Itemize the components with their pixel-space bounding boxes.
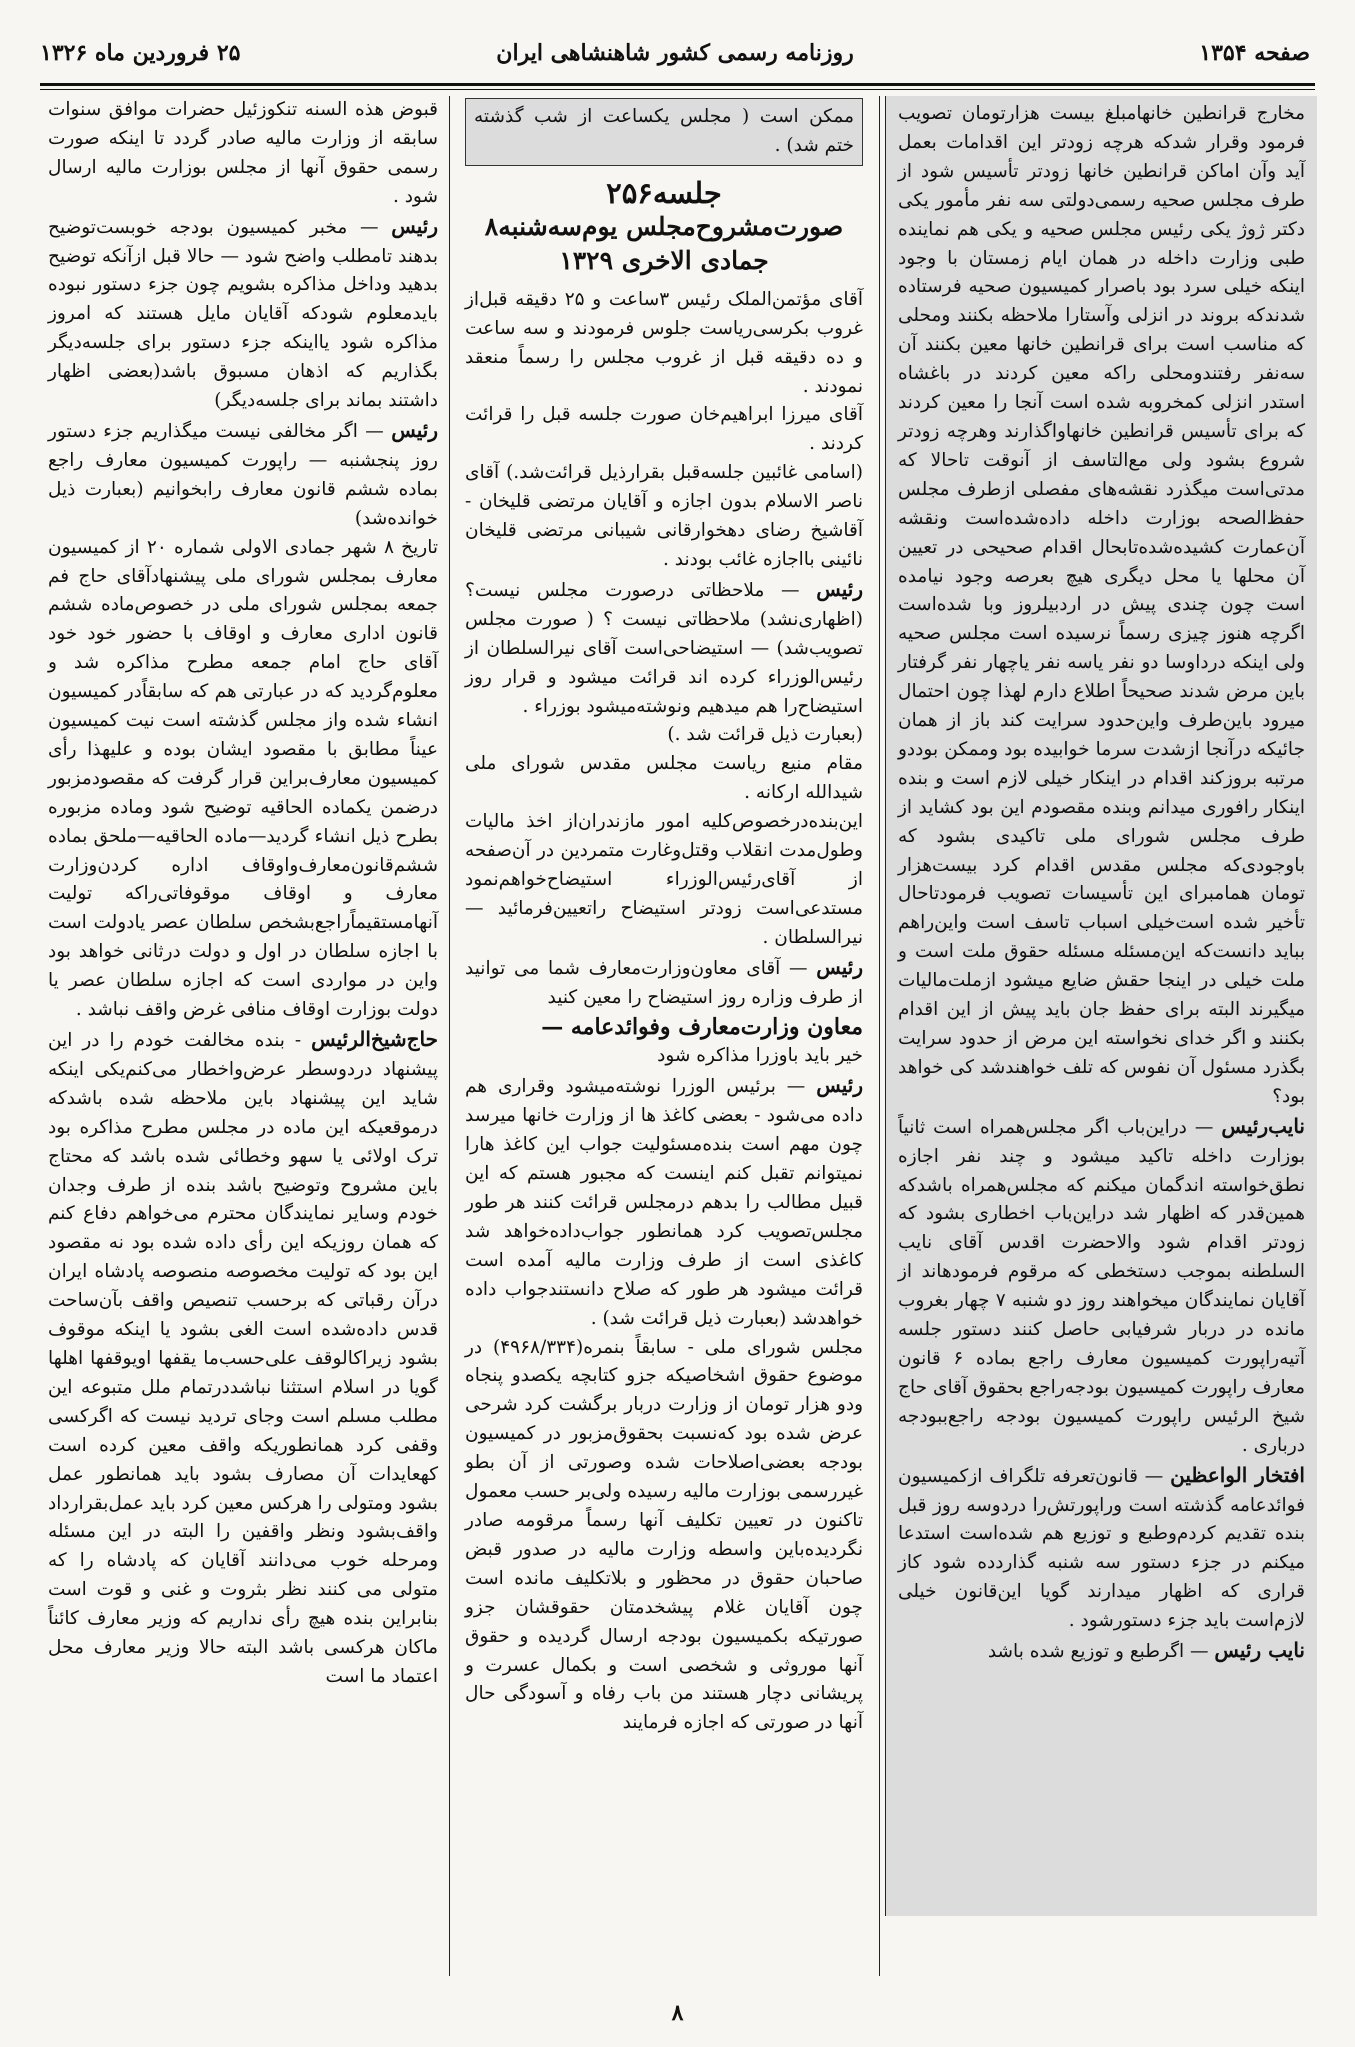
middle-paragraph: (اسامی غائبین جلسه‌قبل بقرارذیل قرائت‌شد.) آقای ناصر الاسلام بدون اجازه و آقایان مرتضی قلیخان - آقاشیخ رضای دهخوارقانی شیبانی مرتضی قلیخان نائینی بااجازه غائب بودند .	[465, 462, 863, 570]
page-header	[40, 30, 1310, 74]
middle-paragraph	[465, 575, 863, 722]
right-paragraph	[898, 1461, 1305, 1636]
left-paragraph	[48, 1025, 438, 1692]
speech-text: — دراین‌باب اگر مجلس‌همراه است ثانیاً بوزارت داخله تاکید میشود و چند نفر اجازه نطق‌خواسته اندگمان میکنم که مجلس‌همراه باشدکه همین‌قدر که اظهار شد دراین‌باب اخطاری بشود که زودتر اقدام شود والاحضرت اقدس آقای نایب السلطنه بموجب دستخطی که مرقوم فرمودهاند از آقایان نمایندگان میخواهند روز دو شنبه ۷ چهار بغروب مانده در دربار شرفیابی حاصل کنند دستور جلسه آتیه‌راپورت کمیسیون معارف راجع بماده ۶ قانون معارف راپورت کمیسیون بودجه‌راجع بحقوق آقای حاج شیخ الرئیس راپورت کمیسیون بودجه راجع‌ببودجه درباری .	[898, 1116, 1305, 1456]
middle-paragraph: مجلس شورای ملی - سابقاً بنمره(۴۹۶۸/۳۳۴) در موضوع حقوق اشخاصیکه جزو کتابچه یکصدو پنجاه ودو هزار تومان از وزارت دربار برگشت کرد شرحی عرض شده بود که‌نسبت بحقوق‌مزبور در کمیسیون بودجه بعضی‌اصلاحات شده وصورتی از آن بطو غیررسمی بوزارت مالیه رسیده ولی‌بر حسب معمول تاکنون در تعیین تکلیف آنها رسماً مرقومه صادر نگردیده‌باین واسطه وزارت مالیه در صدور قبض صاحبان حقوق در محظور و بلاتکلیف مانده است چون آقایان غلام پیشخدمتان حقوقشان جزو صورتیکه بکمیسیون بودجه ارسال گردیده و حقوق آنها موروثی و شخصی است و بکمال عسرت و پریشانی دچار هستند من باب رفاه و آسودگی حال آنها در صورتی که اجازه فرمایند	[465, 1336, 863, 1734]
left-column	[42, 96, 444, 1986]
middle-paragraph	[465, 953, 863, 1013]
middle-paragraph: (بعبارت ذیل قرائت شد .)	[667, 724, 863, 746]
speaker-name: نایب رئیس	[1214, 1638, 1305, 1663]
header-rule-thick	[40, 83, 1315, 86]
speaker-name: حاج‌شیخ‌الرئیس	[311, 1027, 438, 1051]
session-number: جلسه۲۵۶	[606, 175, 722, 210]
speech-text: - بنده مخالفت خودم را در این پیشنهاد دردوسطر عرض‌واخطار می‌کنم‌یکی اینکه شاید این پیشنهاد باین ملاحظه شده باشدکه درموقعیکه این ماده در مجلس مطرح مذاکره بود ترک اولائی یا سهو وخطائی شده باشد که محتاج باین مشروح وتوضیح باشد بنده از طرف وجدان خودم وسایر نمایندگان محترم می‌خواهم دفاع کنم که همان روزیکه این رأی داده شده بود نه مقصود این بود که تولیت مخصوصه منصوصه پادشاه ایران درآن رقباتی که برحسب تنصیص واقف بآن‌ساحت قدس داده‌شده است الغی بشود یا اینکه موقوف بشود زیراکالوقف علی‌حسب‌ما یقفها اویوقفها اهلها گویا در اسلام استثنا نباشد‌درتمام ملل متبوعه این مطلب مسلم است وجای تردید نیست که اگرکسی وقفی کرد همانطوریکه واقف معین کرده است کهعایدات آن مصارف بشود باید همانطور عمل بشود ومتولی را هرکس معین کرد باید عمل‌بقرارداد واقف‌بشود ونظر واقفین را البته در این مسئله ومرحله خوب می‌دانند آقایان که پادشاه را که متولی می کنند نظر بثروت و غنی و قوت است بنابراین بنده هیچ رأی نداریم که وزیر معارف کائناً ماکان هرکسی باشد البته حالا وزیر معارف محل اعتماد ما است	[48, 1030, 438, 1687]
right-paragraph: مخارج قرانطین خانهامبلغ بیست هزارتومان تصویب فرمود وقرار شدکه هرچه زودتر این اقدامات بعمل آید وآن اماکن قرانطین خانها زودتر تأسیس شود از طرف مجلس صحیه رسمی‌دولتی سه نفر مأمور یکی دکتر ژوژ یکی رئیس مجلس صحیه و یکی هم نماینده طبی وزارت داخله در همان ایام زمستان با وجود اینکه خیلی سرد بود باصرار کمیسیون صحیه فرستاده شدندکه بروند در انزلی وآستارا ملاحظه بکنند ومحلی که مناسب است برای قرانطین خانها معین بکنند آن سه‌نفر رفتندومحلی راکه معین کردند در باغشاه استدر انزلی کمخروبه شده است آنجا را معین کردند که برای تأسیس قرانطین خانهاواگذارند وهرچه زودتر شروع بشود ولی مع‌التاسف از آنوقت تاحالا که مدتی‌است میگذرد نقشه‌های مفصلی ازطرف مجلس حفظ‌الصحه بوزارت داخله داده‌شده‌است ونقشه آن‌عمارت کشیده‌شده‌تابحال اقدام صحیحی در تعیین آن محلها یا محل دیگری هیچ بعرصه وجود نیامده است چون چندی پیش در اردبیلروز وبا شده‌است اگرچه هنوز چیزی رسماً نرسیده است مجلس صحیه ولی اینکه درداوسا دو نفر یاسه نفر یاچهار نفر گرفتار باین مرض شدند صحیحاً اطلاع دارم لهذا چون احتمال میرود باین‌طرف واین‌حدود سرایت کند باز از همان جائیکه درآنجا ازشدت سرما خوابیده بود وممکن بوددو مرتبه بروزکند اقدام در اینکار خیلی لازم است و بنده اینکار رافوری میدانم وبنده مقصودم این بود کشاید از طرف مجلس شورای ملی تاکیدی بشود که باوجودی‌که مجلس مقدس اقدام کرد بیست‌هزار تومان همامبرای این تأسیسات تصویب فرمودتاحال تأخیر شده است‌خیلی اسباب تاسف است واین‌راهم بباید دانست‌که این‌مسئله مسئله حقوق ملت است و ملت خیلی در اینجا حقش ضایع میشود ازملت‌مالیات میگیرند البته برای حفظ جان باید پیش از این اقدام بکنند و اگر خدای نخواسته این مرض از حدود سرایت بگذرد مسئول آن نفوس که تلف خواهندشد کی خواهد بود؟	[898, 103, 1305, 1107]
speech-text: — آقای معاون‌وزارت‌معارف شما می توانید از طرف وزاره روز استیضاح را معین کنید	[465, 957, 863, 1008]
speech-text: — اگرطبع و توزیع شده باشد	[987, 1641, 1215, 1663]
speaker-name: رئیس	[391, 213, 438, 238]
speaker-name: رئیس	[816, 1073, 863, 1098]
speech-text: — قانون‌تعرفه تلگراف ازکمیسیون فوائدعامه گذشته است وراپورتش‌را دردوسه روز قبل بنده تقدیم کردم‌وطبع و توزیع هم شده‌است استدعا میکنم در جزء دستور سه شنبه گذاردده شود کاز قراری که اظهار میدارند گویا این‌قانون خیلی لازم‌است باید جزء دستورشود .	[898, 1465, 1305, 1632]
left-paragraph	[48, 416, 438, 534]
speech-text: — برئیس الوزرا نوشته‌میشود وقراری هم داده می‌شود - بعضی کاغذ ها از وزارت خانها میرسد چون مهم است بنده‌مسئولیت جواب این کاغذ هارا نمیتوانم تقبل کنم اینست که مجبور هستم که این قبیل مطالب را بدهم درمجلس قرائت کنند هر طور مجلس‌تصویب کرد همانطور جواب‌داده‌خواهد شد کاغذی است از طرف وزارت مالیه آمده است قرائت میشود هر طور که صلاح دانستندجواب داده خواهدشد (بعبارت ذیل قرائت شد) .	[465, 1076, 863, 1329]
column-divider-right	[879, 96, 880, 1976]
left-paragraph: قبوض هذه السنه تنکوزئیل حضرات موافق سنوات سابقه از وزارت مالیه صادر گردد تا اینکه صورت رسمی حقوق آنها از مجلس بوزارت مالیه ارسال شود .	[48, 99, 438, 207]
page-number: ۸	[671, 2000, 684, 2026]
session-end-box: ممکن است ( مجلس یکساعت از شب گذشته ختم شد) .	[465, 98, 863, 166]
speaker-name: نایب‌رئیس	[1221, 1113, 1305, 1138]
page-label: صفحه ۱۳۵۴	[1199, 40, 1310, 66]
speaker-name: رئیس	[816, 954, 863, 979]
middle-paragraph: این‌بنده‌درخصوص‌کلیه امور مازندران‌از اخذ مالیات وطول‌مدت انقلاب وقتل‌وغارت متمردین در آن‌صفحه از آقای‌رئیس‌الوزراء استیضاح‌خواهم‌نمود مستدعی‌است زودتر استیضاح راتعیین‌فرمائید — نیرالسلطان .	[465, 811, 863, 948]
session-heading: صورت‌مشروح‌مجلس یوم‌سه‌شنبه۸	[484, 211, 844, 241]
left-paragraph	[48, 212, 438, 416]
speech-text: — مخبر کمیسیون بودجه خوبست‌توضیح بدهند تامطلب واضح شود — حالا قبل ازآنکه توضیح بدهید وداخل مذاکره بشویم چون جزء دستور نبوده باید‌معلوم شودکه آقایان مایل هستند که امروز مذاکره شود یااینکه جزء دستور برای جلسه‌دیگر بگذاریم که اذهان مسبوق باشد(بعضی اظهار داشتند بماند برای جلسه‌دیگر)	[48, 216, 438, 412]
middle-paragraph: مقام منیع ریاست مجلس مقدس شورای ملی شیدالله ارکانه .	[465, 753, 863, 804]
middle-column	[455, 96, 873, 1986]
middle-paragraph: آقای مؤتمن‌الملک رئیس ۳ساعت و ۲۵ دقیقه قبل‌از غروب بکرسی‌ریاست جلوس فرمودند و سه ساعت و ده دقیقه قبل از غروب مجلس را رسماً منعقد نمودند .	[465, 288, 863, 397]
right-paragraph	[898, 1112, 1305, 1461]
speaker-name: رئیس	[391, 417, 438, 442]
header-rule-thin	[40, 89, 1315, 90]
middle-paragraph: خیر باید باوزرا مذاکره شود	[657, 1045, 863, 1067]
right-paragraph	[898, 1636, 1305, 1667]
left-paragraph: تاریخ ۸ شهر جمادی الاولی شماره ۲۰ از کمیسیون معارف بمجلس شورای ملی پیشنهادآقای حاج فم جمعه بمجلس شورای ملی در خصوص‌ماده ششم قانون اداری معارف و اوقاف با حضور خود خود آقای حاج امام جمعه مطرح مذاکره شد و معلوم‌گردید که در عبارتی هم که سابقاًدر کمیسیون انشاء شده واز مجلس گذشته است نیت کمیسیون عیناً مطابق با مقصود ایشان بوده و علیهذا رأی کمیسیون معارف‌براین قرار گرفت که مقصودمزبور درضمن یکماده الحاقیه توضیح شود وماده مزبوره بطرح ذیل انشاء گردید—ماده الحاقیه—ملحق بماده ششم‌قانون‌معارف‌واوقاف اداره کردن‌وزارت معارف و اوقاف موقوفاتی‌راکه تولیت آنهامستقیماًراجع‌بشخص سلطان عصر یادولت است با اجازه سلطان در اول و دولت درثانی خواهد بود واین در مواردی است که اجازه سلطان عصر یا دولت بوزارت اوقاف منافی غرض واقف نباشد .	[48, 536, 438, 1021]
newspaper-title: روزنامه رسمی کشور شاهنشاهی ایران	[496, 40, 854, 66]
speaker-name: رئیس	[816, 576, 863, 601]
middle-paragraph	[465, 1071, 863, 1333]
column-divider-left	[449, 96, 450, 1976]
speaker-heading: معاون وزارت‌معارف وفوائدعامه —	[541, 1014, 863, 1041]
issue-date: ۲۵ فروردین ماه ۱۳۲۶	[40, 40, 241, 66]
middle-paragraph: آقای میرزا ابراهیم‌خان صورت جلسه قبل را قرائت کردند .	[465, 404, 863, 455]
speaker-name: افتخار الواعظین	[1170, 1462, 1305, 1487]
session-title	[465, 176, 863, 278]
speech-text: — ملاحظاتی درصورت مجلس نیست؟ (اظهاری‌نشد) ملاحظاتی نیست ؟ ( صورت مجلس تصویب‌شد) — استیضاحی‌است آقای نیرالسلطان از رئیس‌الوزراء کرده اند قرائت میشود و قرار روز استیضاح‌را هم میدهیم ونوشته‌میشود بوزراء .	[465, 579, 863, 717]
session-date: جمادی الاخری ۱۳۲۹	[559, 245, 769, 275]
right-column	[885, 96, 1317, 1916]
speech-text: — اگر مخالفی نیست میگذاریم جزء دستور روز پنجشنبه — راپورت کمیسیون معارف راجع بماده ششم قانون معارف رابخوانیم (بعبارت ذیل خوانده‌شد)	[48, 420, 438, 529]
